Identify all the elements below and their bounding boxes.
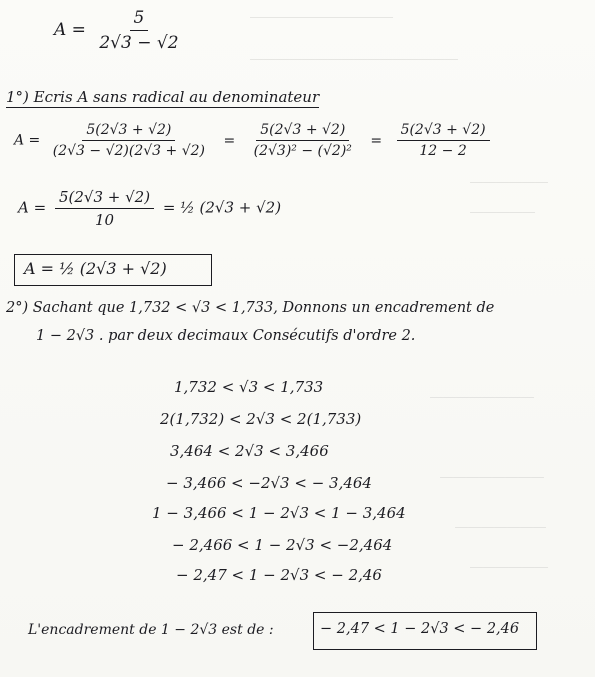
q1-boxed-result: A = ½ (2√3 + √2) <box>24 259 167 278</box>
q1-eq1-num-1: 5(2√3 + √2) <box>82 122 175 141</box>
question-1-heading: 1°) Ecris A sans radical au denominateur <box>6 88 320 106</box>
q1-eq1-lhs: A = <box>14 132 41 149</box>
bleed-through-text: ――――――――――― ―――――――――――――――― ―――――― ――――― ―――――――― ―――――――― ――――――― ―――――― <box>250 10 548 575</box>
q1-eq1-equals-2: = <box>223 132 236 149</box>
q1-eq2-lhs: A = <box>18 198 47 217</box>
q1-eq1-den-3: 12 − 2 <box>419 143 467 159</box>
q1-eq1-fraction-1 <box>49 122 209 159</box>
intro-fraction <box>95 8 182 53</box>
question-2-heading-line-2: 1 − 2√3 . par deux decimaux Consécutifs d'ordre 2. <box>36 328 416 344</box>
q1-eq1-num-3: 5(2√3 + √2) <box>397 122 490 141</box>
intro-numerator: 5 <box>130 8 149 31</box>
q2-conclusion-value: − 2,47 < 1 − 2√3 < − 2,46 <box>320 621 520 637</box>
intro-lhs: A = <box>54 20 86 40</box>
intro-denominator: 2√3 − √2 <box>99 33 179 53</box>
q1-eq1-fraction-2 <box>250 122 356 159</box>
q1-equation-1 <box>14 122 494 159</box>
q1-eq2-num: 5(2√3 + √2) <box>55 188 154 209</box>
q2-step: 1,732 < √3 < 1,733 <box>174 378 324 396</box>
q1-eq1-num-2: 5(2√3 + √2) <box>256 122 349 141</box>
q2-step: 1 − 3,466 < 1 − 2√3 < 1 − 3,464 <box>152 504 406 522</box>
q1-eq1-den-1: (2√3 − √2)(2√3 + √2) <box>52 143 205 159</box>
q2-step: − 3,466 < −2√3 < − 3,464 <box>166 474 372 492</box>
intro-expression <box>54 8 187 53</box>
q2-conclusion-label: L'encadrement de 1 − 2√3 est de : <box>28 622 274 638</box>
q2-step: − 2,47 < 1 − 2√3 < − 2,46 <box>176 566 382 584</box>
q1-eq1-equals-3: = <box>370 132 383 149</box>
q2-step: 2(1,732) < 2√3 < 2(1,733) <box>160 410 362 428</box>
q1-eq1-fraction-3 <box>397 122 490 159</box>
q1-equation-2 <box>18 188 281 229</box>
q1-eq2-den: 10 <box>94 211 115 229</box>
q1-eq2-fraction <box>55 188 154 229</box>
q2-step: − 2,466 < 1 − 2√3 < −2,464 <box>172 536 393 554</box>
question-2-heading-line-1: 2°) Sachant que 1,732 < √3 < 1,733, Donnons un encadrement de <box>6 300 495 316</box>
q1-eq1-den-2: (2√3)² − (√2)² <box>253 143 352 159</box>
q1-eq2-rest: = ½ (2√3 + √2) <box>162 198 282 217</box>
q2-step: 3,464 < 2√3 < 3,466 <box>170 442 329 460</box>
